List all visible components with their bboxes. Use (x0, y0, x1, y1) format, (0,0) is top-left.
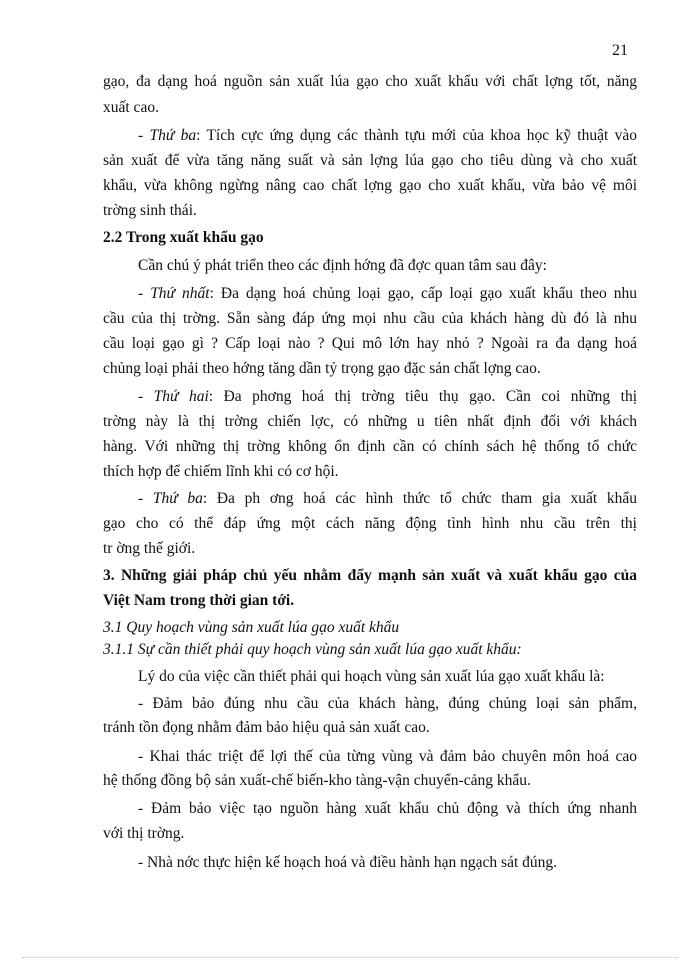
text-line: gạo, đa dạng hoá nguồn sản xuất lúa gạo cho xuất khẩu với chất lợng tốt, năng (103, 73, 637, 90)
section-heading-3-1-1: 3.1.1 Sự cần thiết phải quy hoạch vùng sản xuất lúa gạo xuất khẩu: (103, 641, 522, 658)
text-line: với thị trờng. (103, 825, 185, 842)
list-label: Thứ ba (152, 490, 203, 507)
text-line: - Khai thác triệt để lợi thế của từng vùng và đảm bảo chuyên môn hoá cao (138, 748, 637, 765)
section-heading-2-2: 2.2 Trong xuất khẩu gạo (103, 229, 264, 246)
text-line: xuất cao. (103, 99, 159, 116)
list-label: Thứ nhất (150, 285, 210, 302)
page-bottom-divider (22, 957, 678, 958)
text-line: chủng loại phải theo hớng tăng dần tỷ trọng gạo đặc sản chất lợng cao. (103, 360, 541, 377)
section-heading-3-1: 3.1 Quy hoạch vùng sản xuất lúa gạo xuất khẩu (103, 619, 400, 636)
text-line: tránh tồn đọng nhằm đảm bảo hiệu quả sản xuất cao. (103, 719, 430, 736)
text-line: cầu loại gạo gì ? Cấp loại nào ? Qui mô lớn hay nhỏ ? Ngoài ra đa dạng hoá (103, 335, 637, 352)
text-line: khẩu, vừa không ngừng nâng cao chất lợng gạo cho xuất khẩu, vừa bảo vệ môi (103, 177, 637, 194)
text-line: hàng. Với những thị trờng không ổn định cần có chính sách hệ thống tổ chức (103, 438, 637, 455)
text-line: cầu của thị trờng. Sẵn sàng đáp ứng mọi nhu cầu của khách hàng dù đó là nhu (103, 310, 637, 327)
text-line: - Đảm bảo việc tạo nguồn hàng xuất khẩu chủ động và thích ứng nhanh (138, 800, 637, 817)
text-line: tr ờng thế giới. (103, 540, 196, 557)
bullet-4: - Nhà nớc thực hiện kế hoạch hoá và điều hành hạn ngạch sát đúng. (138, 854, 558, 871)
text-line: - Thứ ba: Đa ph ơng hoá các hình thức tổ chức tham gia xuất khẩu (138, 490, 637, 507)
list-label: Thứ hai (153, 388, 209, 405)
text-line: - Đảm bảo đúng nhu cầu của khách hàng, đúng chủng loại sản phẩm, (138, 695, 637, 712)
text-line: sản xuất để vừa tăng năng suất và sản lợng lúa gạo cho tiêu dùng và cho xuất (103, 152, 637, 169)
text-line: - Thứ hai: Đa phơng hoá thị trờng tiêu thụ gạo. Cần coi những thị (138, 388, 637, 405)
text-line: hệ thống đồng bộ sản xuất-chế biến-kho tàng-vận chuyển-cảng khẩu. (103, 772, 531, 789)
page-number: 21 (612, 42, 628, 59)
text-line: - Thứ ba: Tích cực ứng dụng các thành tựu mới của khoa học kỹ thuật vào (138, 127, 637, 144)
heading-line: 3. Những giải pháp chủ yếu nhằm đẩy mạnh sản xuất và xuất khẩu gạo của (103, 567, 637, 584)
list-label: Thứ ba (149, 127, 197, 144)
text-line: thích hợp để chiếm lĩnh khi có cơ hội. (103, 463, 339, 480)
text-line: trờng sinh thái. (103, 202, 197, 219)
reason-paragraph: Lý do của việc cần thiết phải qui hoạch vùng sản xuất lúa gạo xuất khẩu là: (138, 668, 605, 685)
text-line: - Thứ nhất: Đa dạng hoá chủng loại gạo, cấp loại gạo xuất khẩu theo nhu (138, 285, 637, 302)
text-line: trờng này là thị trờng chiến lợc, có những u tiên nhất định đối với khách (103, 413, 637, 430)
intro-paragraph: Cần chú ý phát triển theo các định hớng đã đợc quan tâm sau đây: (138, 257, 547, 274)
heading-line: Việt Nam trong thời gian tới. (103, 592, 295, 609)
text-line: gạo cho có thể đáp ứng một cách năng động tình hình nhu cầu trên thị (103, 515, 637, 532)
